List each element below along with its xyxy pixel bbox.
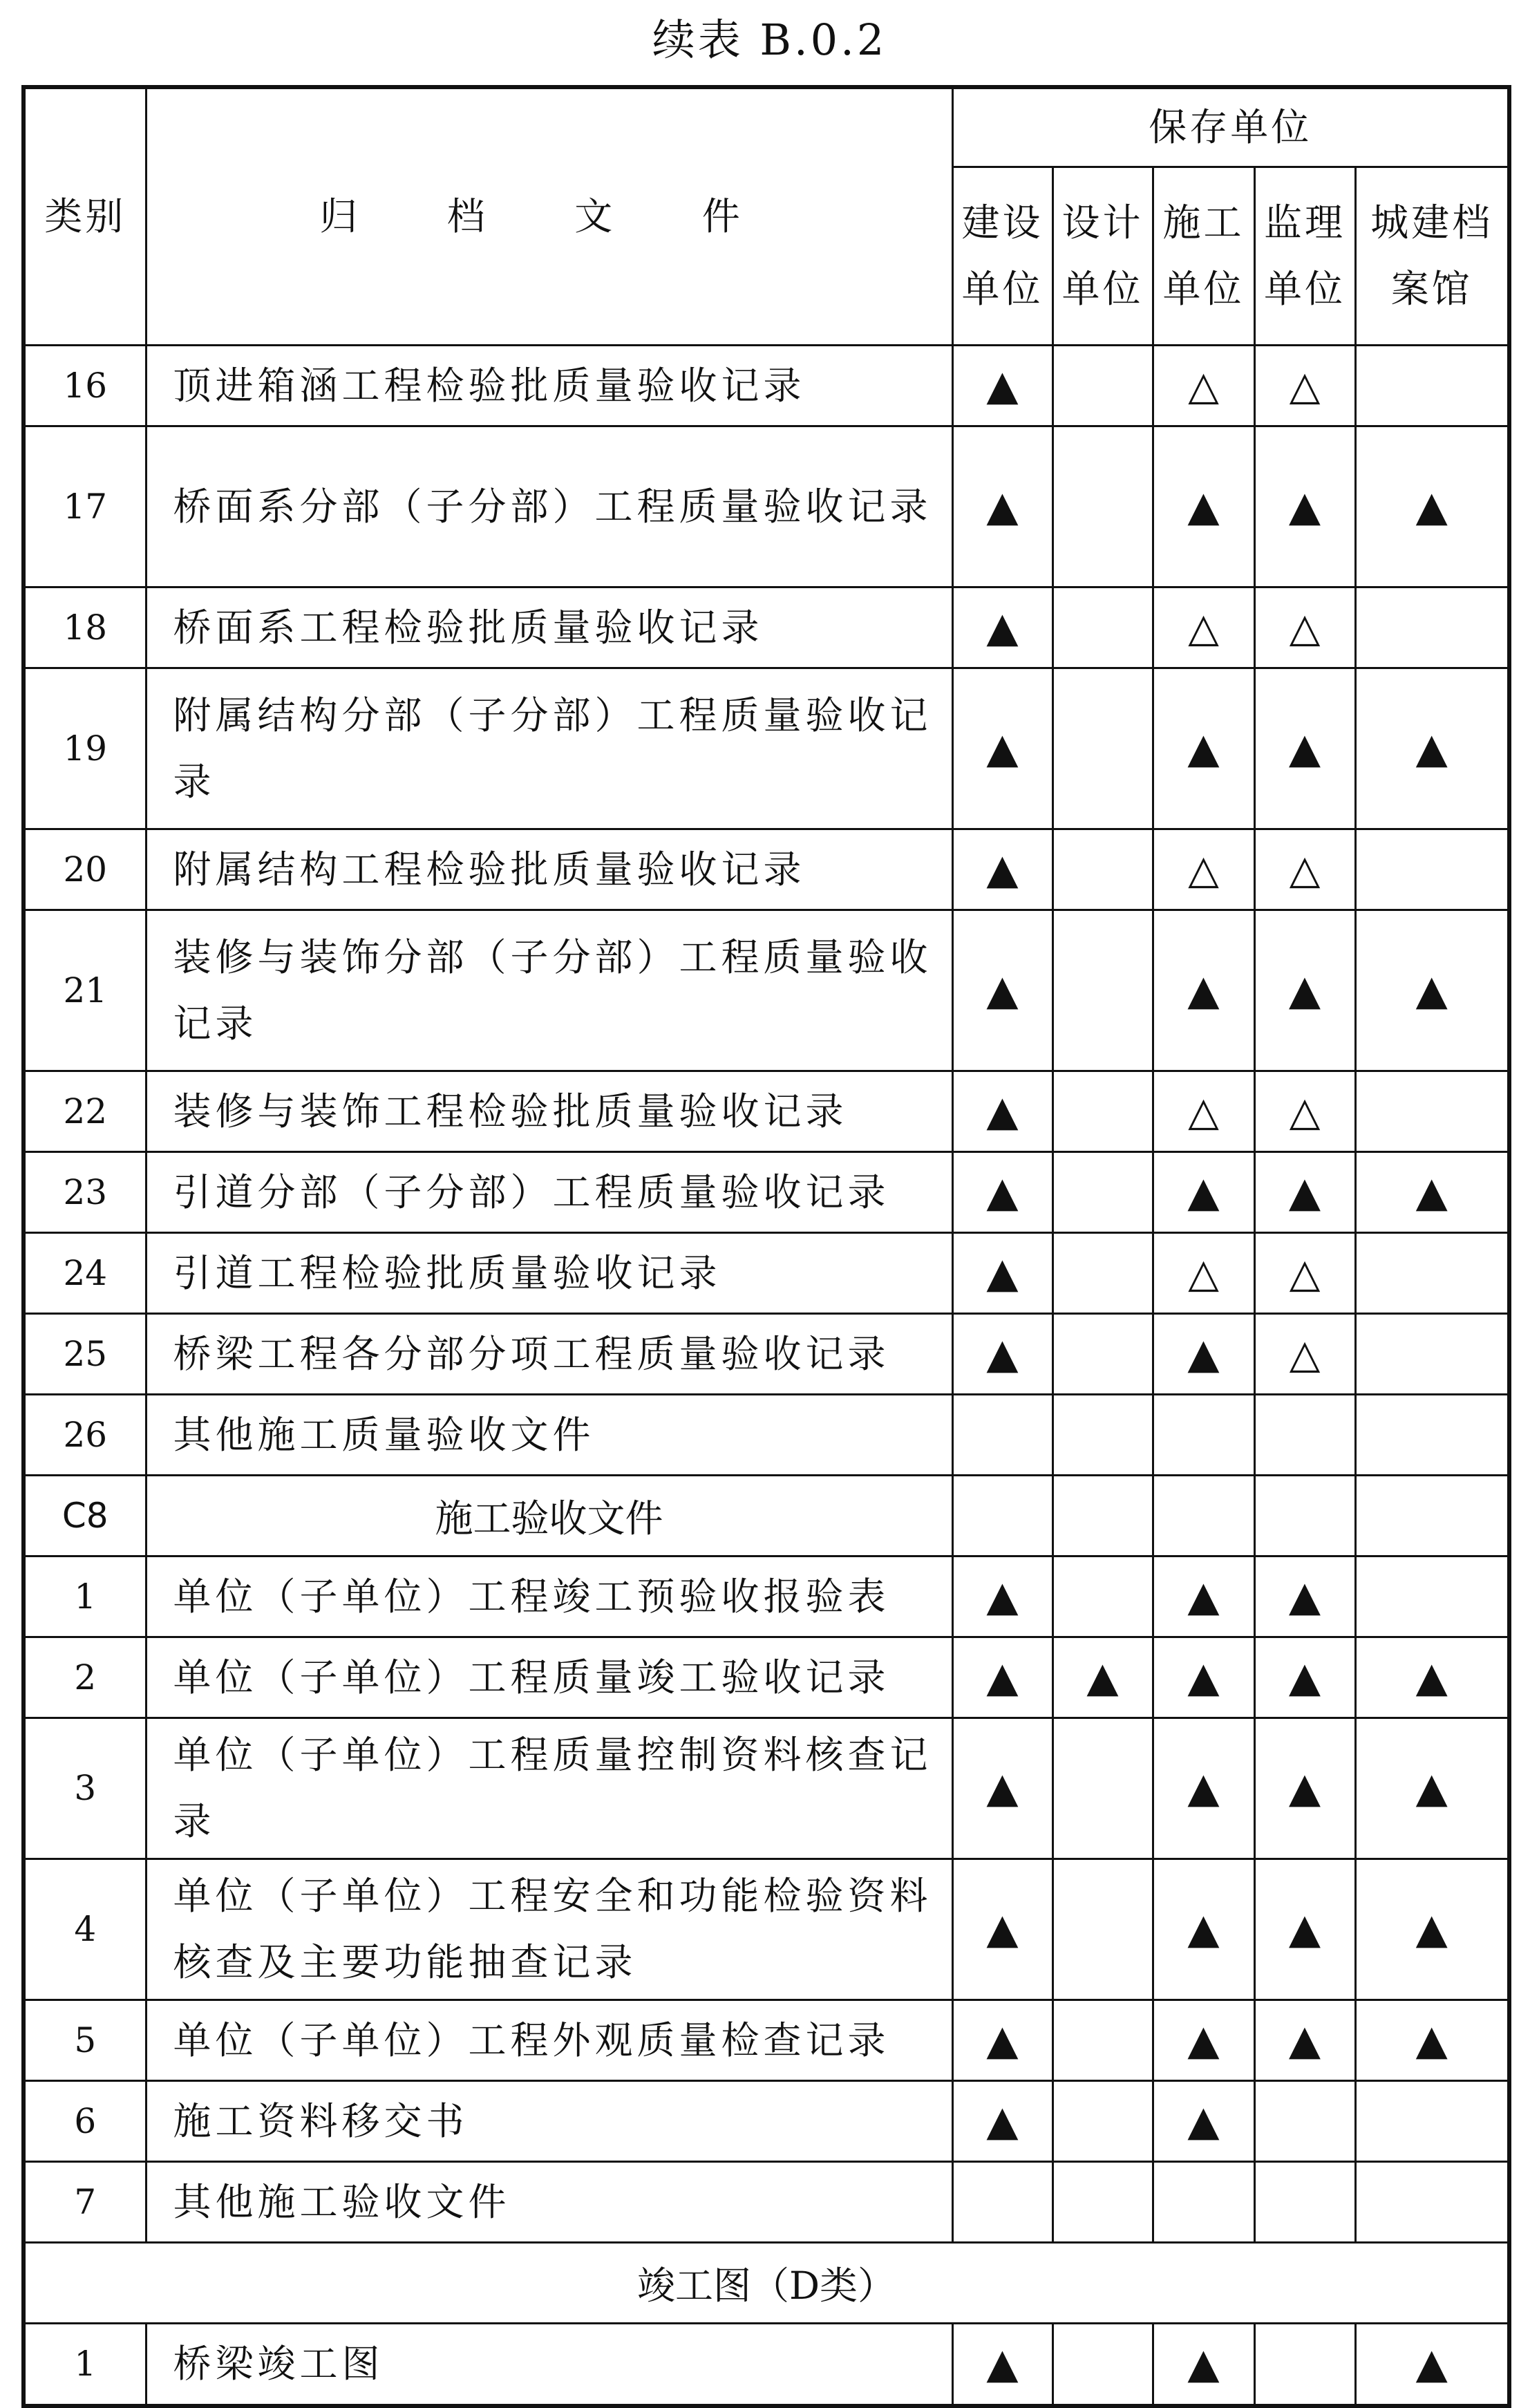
header-category: 类别 — [23, 87, 146, 345]
document-name: 桥梁竣工图 — [146, 2323, 952, 2406]
row-number: 5 — [23, 2000, 146, 2080]
row-number: 23 — [23, 1151, 146, 1232]
filled-triangle-icon: ▲ — [952, 910, 1052, 1071]
filled-triangle-icon: ▲ — [952, 587, 1052, 668]
document-name: 单位（子单位）工程竣工预验收报验表 — [146, 1556, 952, 1637]
header-storage-units: 保存单位 — [952, 87, 1509, 167]
document-name: 单位（子单位）工程质量竣工验收记录 — [146, 1637, 952, 1718]
header-unit: 监理 单位 — [1254, 167, 1355, 345]
filled-triangle-icon: ▲ — [1153, 2323, 1254, 2406]
table-row — [23, 2242, 1509, 2323]
filled-triangle-icon: ▲ — [952, 1556, 1052, 1637]
row-number: 16 — [23, 345, 146, 426]
filled-triangle-icon: ▲ — [1355, 910, 1509, 1071]
filled-triangle-icon: ▲ — [1355, 1151, 1509, 1232]
filled-triangle-icon: ▲ — [1254, 1556, 1355, 1637]
table-title: 续表 B.0.2 — [652, 15, 887, 65]
filled-triangle-icon: ▲ — [952, 2080, 1052, 2161]
table-row — [23, 2080, 1509, 2161]
document-name: 顶进箱涵工程检验批质量验收记录 — [146, 345, 952, 426]
document-name: 单位（子单位）工程外观质量检查记录 — [146, 2000, 952, 2080]
hollow-triangle-icon: △ — [1254, 587, 1355, 668]
hollow-triangle-icon: △ — [1254, 829, 1355, 910]
filled-triangle-icon: ▲ — [1153, 1859, 1254, 2000]
empty-cell — [1052, 1232, 1153, 1313]
hollow-triangle-icon: △ — [1153, 1071, 1254, 1151]
empty-cell — [1052, 345, 1153, 426]
empty-cell — [1052, 1475, 1153, 1556]
document-name: 桥面系工程检验批质量验收记录 — [146, 587, 952, 668]
filled-triangle-icon: ▲ — [952, 829, 1052, 910]
empty-cell — [1355, 587, 1509, 668]
filled-triangle-icon: ▲ — [1153, 2000, 1254, 2080]
document-name: 装修与装饰分部（子分部）工程质量验收记录 — [146, 910, 952, 1071]
empty-cell — [1052, 2161, 1153, 2242]
empty-cell — [1355, 1556, 1509, 1637]
empty-cell — [1052, 587, 1153, 668]
empty-cell — [1153, 1475, 1254, 1556]
empty-cell — [1355, 829, 1509, 910]
filled-triangle-icon: ▲ — [952, 1232, 1052, 1313]
empty-cell — [1153, 2161, 1254, 2242]
filled-triangle-icon: ▲ — [1355, 2000, 1509, 2080]
table-row — [23, 1859, 1509, 2000]
table-row — [23, 587, 1509, 668]
empty-cell — [1052, 1394, 1153, 1475]
filled-triangle-icon: ▲ — [952, 426, 1052, 587]
empty-cell — [1052, 829, 1153, 910]
filled-triangle-icon: ▲ — [1153, 426, 1254, 587]
table-body — [23, 345, 1509, 2406]
filled-triangle-icon: ▲ — [1254, 426, 1355, 587]
empty-cell — [1355, 1071, 1509, 1151]
table-row — [23, 2323, 1509, 2406]
document-name: 引道分部（子分部）工程质量验收记录 — [146, 1151, 952, 1232]
empty-cell — [1052, 2000, 1153, 2080]
table-row — [23, 1718, 1509, 1859]
filled-triangle-icon: ▲ — [952, 1313, 1052, 1394]
filled-triangle-icon: ▲ — [1254, 668, 1355, 829]
table-row — [23, 1151, 1509, 1232]
table-row — [23, 2161, 1509, 2242]
filled-triangle-icon: ▲ — [1153, 1556, 1254, 1637]
filled-triangle-icon: ▲ — [1153, 1151, 1254, 1232]
document-name: 施工资料移交书 — [146, 2080, 952, 2161]
filled-triangle-icon: ▲ — [1153, 668, 1254, 829]
row-number: 4 — [23, 1859, 146, 2000]
empty-cell — [1052, 2080, 1153, 2161]
empty-cell — [1355, 1475, 1509, 1556]
row-number: 1 — [23, 2323, 146, 2406]
table-row — [23, 345, 1509, 426]
row-number: 17 — [23, 426, 146, 587]
filled-triangle-icon: ▲ — [1355, 2323, 1509, 2406]
document-name: 其他施工质量验收文件 — [146, 1394, 952, 1475]
filled-triangle-icon: ▲ — [1052, 1637, 1153, 1718]
empty-cell — [1052, 668, 1153, 829]
hollow-triangle-icon: △ — [1153, 829, 1254, 910]
section-title: 施工验收文件 — [146, 1475, 952, 1556]
table-row — [23, 829, 1509, 910]
row-number: 18 — [23, 587, 146, 668]
document-name: 单位（子单位）工程质量控制资料核查记录 — [146, 1718, 952, 1859]
hollow-triangle-icon: △ — [1153, 345, 1254, 426]
empty-cell — [1052, 1313, 1153, 1394]
filled-triangle-icon: ▲ — [952, 2000, 1052, 2080]
empty-cell — [1052, 910, 1153, 1071]
filled-triangle-icon: ▲ — [1153, 1637, 1254, 1718]
archive-table — [21, 85, 1511, 2408]
filled-triangle-icon: ▲ — [952, 668, 1052, 829]
row-number: 1 — [23, 1556, 146, 1637]
document-name: 装修与装饰工程检验批质量验收记录 — [146, 1071, 952, 1151]
filled-triangle-icon: ▲ — [1153, 910, 1254, 1071]
filled-triangle-icon: ▲ — [952, 1151, 1052, 1232]
document-name: 单位（子单位）工程安全和功能检验资料核查及主要功能抽查记录 — [146, 1859, 952, 2000]
row-number: 25 — [23, 1313, 146, 1394]
empty-cell — [1052, 2323, 1153, 2406]
document-name: 附属结构分部（子分部）工程质量验收记录 — [146, 668, 952, 829]
hollow-triangle-icon: △ — [1254, 1071, 1355, 1151]
filled-triangle-icon: ▲ — [1153, 1718, 1254, 1859]
row-number: 22 — [23, 1071, 146, 1151]
table-row — [23, 1556, 1509, 1637]
filled-triangle-icon: ▲ — [952, 345, 1052, 426]
header-unit: 设计 单位 — [1052, 167, 1153, 345]
table-row — [23, 2000, 1509, 2080]
empty-cell — [1355, 345, 1509, 426]
filled-triangle-icon: ▲ — [1355, 1718, 1509, 1859]
row-number: 3 — [23, 1718, 146, 1859]
filled-triangle-icon: ▲ — [1153, 1313, 1254, 1394]
empty-cell — [1254, 2323, 1355, 2406]
filled-triangle-icon: ▲ — [1254, 910, 1355, 1071]
row-number: 26 — [23, 1394, 146, 1475]
filled-triangle-icon: ▲ — [1355, 668, 1509, 829]
header-unit: 建设 单位 — [952, 167, 1052, 345]
hollow-triangle-icon: △ — [1254, 1313, 1355, 1394]
row-number: 7 — [23, 2161, 146, 2242]
document-name: 其他施工验收文件 — [146, 2161, 952, 2242]
filled-triangle-icon: ▲ — [1153, 2080, 1254, 2161]
section-heading: 竣工图（D类） — [23, 2242, 1509, 2323]
empty-cell — [1153, 1394, 1254, 1475]
empty-cell — [1355, 1232, 1509, 1313]
hollow-triangle-icon: △ — [1153, 1232, 1254, 1313]
header-unit: 施工 单位 — [1153, 167, 1254, 345]
table-row — [23, 1071, 1509, 1151]
empty-cell — [952, 1394, 1052, 1475]
empty-cell — [1254, 1475, 1355, 1556]
empty-cell — [952, 1475, 1052, 1556]
filled-triangle-icon: ▲ — [1254, 1637, 1355, 1718]
filled-triangle-icon: ▲ — [952, 2323, 1052, 2406]
filled-triangle-icon: ▲ — [1254, 1718, 1355, 1859]
document-name: 附属结构工程检验批质量验收记录 — [146, 829, 952, 910]
filled-triangle-icon: ▲ — [1254, 1859, 1355, 2000]
empty-cell — [1254, 2080, 1355, 2161]
document-name: 桥面系分部（子分部）工程质量验收记录 — [146, 426, 952, 587]
empty-cell — [1052, 1718, 1153, 1859]
table-row — [23, 1394, 1509, 1475]
empty-cell — [1052, 1859, 1153, 2000]
table-row — [23, 1637, 1509, 1718]
empty-cell — [1355, 2080, 1509, 2161]
empty-cell — [1052, 1151, 1153, 1232]
table-row — [23, 1232, 1509, 1313]
table-row — [23, 1313, 1509, 1394]
empty-cell — [1355, 1394, 1509, 1475]
empty-cell — [1254, 1394, 1355, 1475]
table-row — [23, 910, 1509, 1071]
hollow-triangle-icon: △ — [1254, 345, 1355, 426]
hollow-triangle-icon: △ — [1153, 587, 1254, 668]
document-name: 引道工程检验批质量验收记录 — [146, 1232, 952, 1313]
empty-cell — [1052, 1556, 1153, 1637]
header-unit: 城建档 案馆 — [1355, 167, 1509, 345]
filled-triangle-icon: ▲ — [952, 1859, 1052, 2000]
header-documents: 归 档 文 件 — [146, 87, 952, 345]
empty-cell — [952, 2161, 1052, 2242]
table-row — [23, 426, 1509, 587]
row-number: 19 — [23, 668, 146, 829]
filled-triangle-icon: ▲ — [1355, 426, 1509, 587]
hollow-triangle-icon: △ — [1254, 1232, 1355, 1313]
filled-triangle-icon: ▲ — [1355, 1859, 1509, 2000]
empty-cell — [1254, 2161, 1355, 2242]
row-number: 21 — [23, 910, 146, 1071]
row-number: 2 — [23, 1637, 146, 1718]
empty-cell — [1355, 2161, 1509, 2242]
filled-triangle-icon: ▲ — [952, 1071, 1052, 1151]
row-number: 24 — [23, 1232, 146, 1313]
filled-triangle-icon: ▲ — [1355, 1637, 1509, 1718]
filled-triangle-icon: ▲ — [1254, 2000, 1355, 2080]
row-number: 20 — [23, 829, 146, 910]
empty-cell — [1052, 1071, 1153, 1151]
empty-cell — [1052, 426, 1153, 587]
filled-triangle-icon: ▲ — [952, 1637, 1052, 1718]
document-name: 桥梁工程各分部分项工程质量验收记录 — [146, 1313, 952, 1394]
filled-triangle-icon: ▲ — [952, 1718, 1052, 1859]
empty-cell — [1355, 1313, 1509, 1394]
filled-triangle-icon: ▲ — [1254, 1151, 1355, 1232]
table-row — [23, 1475, 1509, 1556]
row-number: 6 — [23, 2080, 146, 2161]
row-number: C8 — [23, 1475, 146, 1556]
table-row — [23, 668, 1509, 829]
